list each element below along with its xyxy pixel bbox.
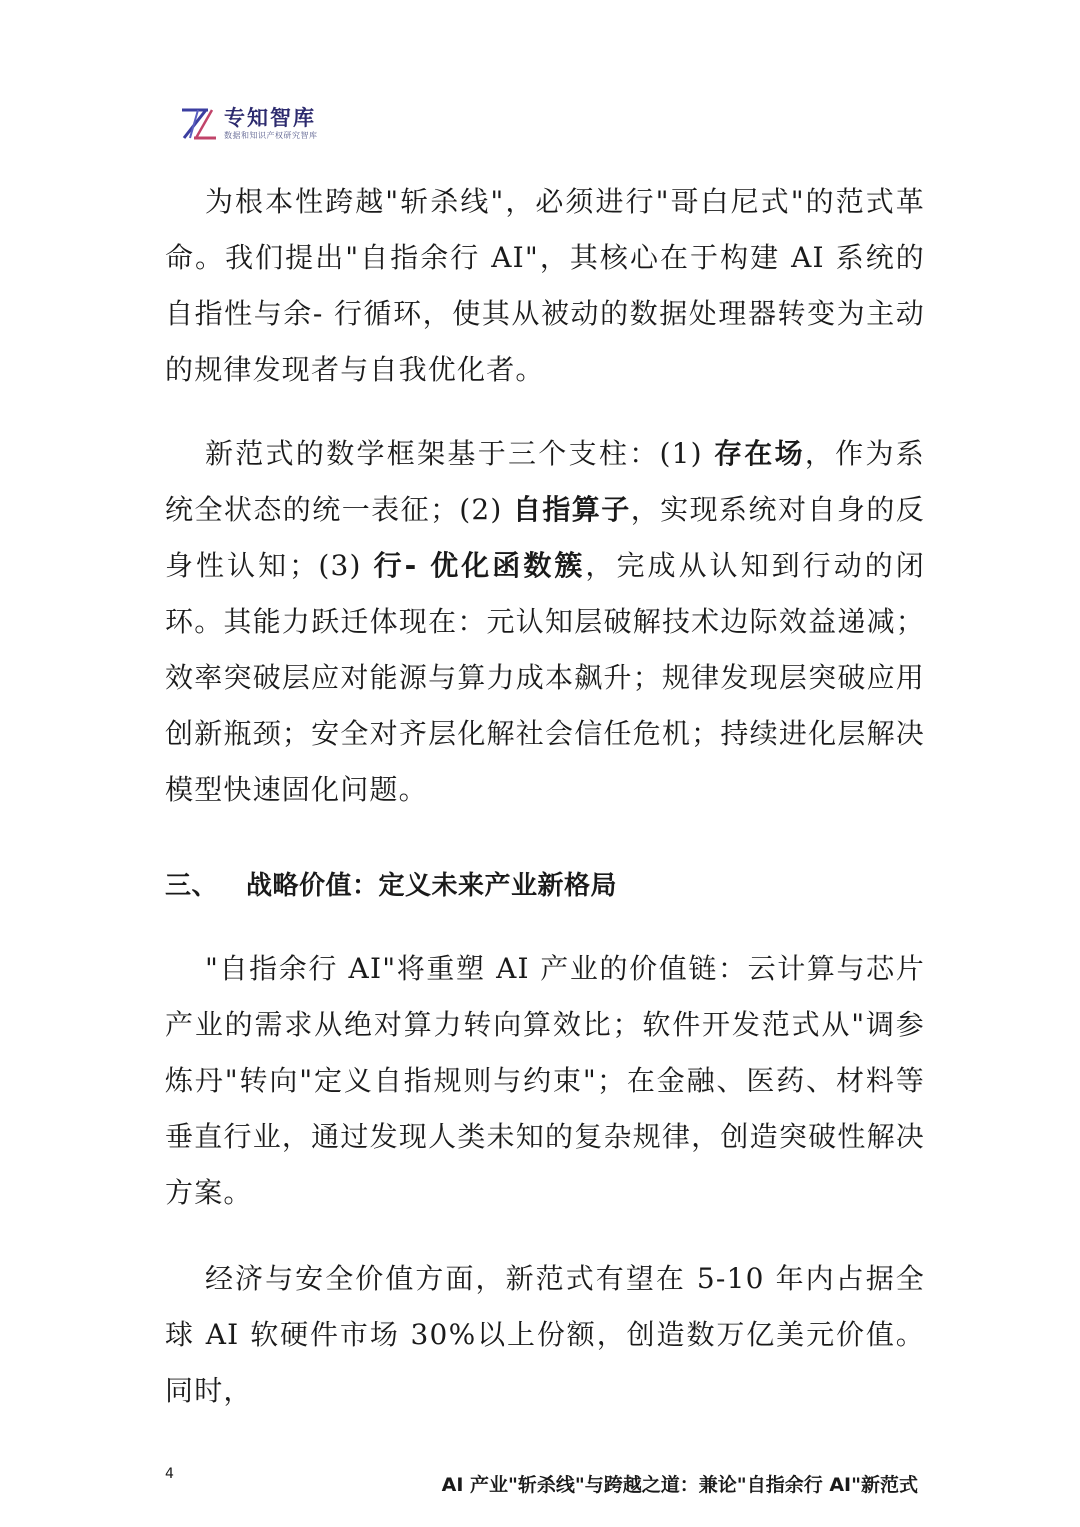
paragraph-economic-value: 经济与安全价值方面，新范式有望在 5-10 年内占据全球 AI 软硬件市场 30%以上份额，创造数万亿美元价值。同时， — [165, 1262, 925, 1407]
logo — [178, 100, 318, 148]
term-existence-field: 存在场 — [713, 437, 805, 470]
text-segment: ，实现系统对自身的反身性认知；(3) — [165, 493, 925, 582]
text-segment: 新范式的数学框架基于三个支柱：(1) — [205, 437, 714, 470]
section-heading — [165, 865, 617, 907]
logo-title: 专知智库 — [224, 106, 316, 130]
section-title: 战略价值：定义未来产业新格局 — [246, 871, 618, 901]
logo-subtitle: 数据和知识产权研究智库 — [224, 131, 318, 140]
text-segment: ，完成从认知到行动的闭环。其能力跃迁体现在：元认知层破解技术边际效益递减；效率突破层应对能源与算力成本飙升；规律发现层突破应用创新瓶颈；安全对齐层化解社会信任危机；持续进化层解决模型快速固化问题。 — [165, 549, 925, 806]
paragraph-math-framework — [165, 426, 925, 818]
paragraph-paradigm-revolution: 为根本性跨越"斩杀线"，必须进行"哥白尼式"的范式革命。我们提出"自指余行 AI"，其核心在于构建 AI 系统的自指性与余- 行循环，使其从被动的数据处理器转变为主动的规律发现者与自我优化者。 — [165, 185, 925, 386]
text-segment: ，作为系统全状态的统一表征；(2) — [165, 437, 925, 526]
paragraph-value-chain: "自指余行 AI"将重塑 AI 产业的价值链：云计算与芯片产业的需求从绝对算力转向算效比；软件开发范式从"调参炼丹"转向"定义自指规则与约束"；在金融、医药、材料等垂直行业，通过发现人类未知的复杂规律，创造突破性解决方案。 — [165, 952, 925, 1209]
term-action-optimization-functions: 行- 优化函数簇 — [373, 549, 586, 582]
page-number: 4 — [165, 1466, 174, 1482]
logo-mark-icon — [178, 104, 218, 144]
section-number: 三、 — [165, 871, 219, 901]
term-self-reference-operator: 自指算子 — [512, 493, 631, 526]
footer-title: AI 产业"斩杀线"与跨越之道：兼论"自指余行 AI"新范式 — [441, 1474, 918, 1496]
